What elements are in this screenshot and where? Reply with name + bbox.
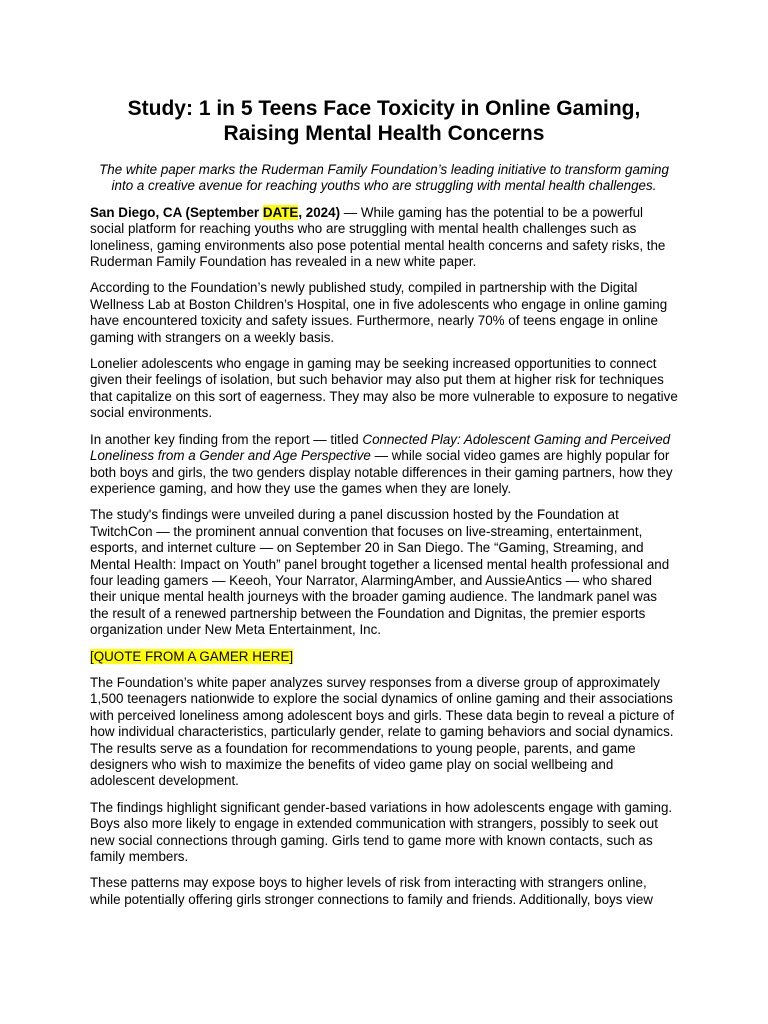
page-title (90, 96, 678, 146)
document-page (90, 96, 678, 918)
date-placeholder: DATE (262, 204, 299, 220)
dateline-body: — While gaming has the potential to be a powerful social platform for reaching youths who are struggling with mental health challenges such as loneliness, gaming environments also pose potential mental health concerns and safety risks, the Ruderman Family Foundation has revealed in a new white paper. (90, 204, 666, 270)
paragraph-6: The Foundation’s white paper analyzes survey responses from a diverse group of approximately 1,500 teenagers nationwide to explore the social dynamics of online gaming and their associations with perceived loneliness among adolescent boys and girls. These data begin to reveal a picture of how individual characteristics, particularly gender, relate to gaming behaviors and social dynamics. The results serve as a foundation for recommendations to young people, parents, and game designers who wish to maximize the benefits of video game play on social wellbeing and adolescent development. (90, 674, 675, 789)
paragraph-4-before: In another key finding from the report — titled (90, 431, 363, 447)
paragraph-4 (90, 432, 678, 498)
subtitle: The white paper marks the Ruderman Family Foundation’s leading initiative to transform gaming into a creative avenue for reaching youths who are struggling with mental health challenges. (99, 162, 669, 194)
title-line-1: Study: 1 in 5 Teens Face Toxicity in Online Gaming, (127, 97, 641, 120)
paragraph-8: These patterns may expose boys to higher levels of risk from interacting with strangers online, while potentially offering girls stronger connections to family and friends. Additionally, boys view (90, 875, 653, 907)
report-title: Connected Play: Adolescent Gaming and Perceived Loneliness from a Gender and Age Perspective (90, 431, 671, 464)
paragraph-4-after: — while social video games are highly popular for both boys and girls, the two genders display notable differences in their gaming partners, how they experience gaming, and how they use the games when they are lonely. (90, 448, 673, 496)
title-line-2: Raising Mental Health Concerns (223, 122, 545, 145)
paragraph-3: Lonelier adolescents who engage in gaming may be seeking increased opportunities to connect given their feelings of isolation, but such behavior may also put them at higher risk for techniques that capitalize on this sort of eagerness. They may also be more vulnerable to exposure to negative social environments. (90, 356, 678, 421)
quote-paragraph (90, 649, 678, 665)
paragraph-7: The findings highlight significant gender-based variations in how adolescents engage with gaming. Boys also more likely to engage in extended communication with strangers, possibly to seek out new social connections through gaming. Girls tend to game more with known contacts, such as family members. (90, 799, 673, 865)
dateline (90, 205, 340, 220)
paragraph-2: According to the Foundation’s newly published study, compiled in partnership with the Digital Wellness Lab at Boston Children’s Hospital, one in five adolescents who engage in online gaming have encountered toxicity and safety issues. Furthermore, nearly 70% of teens engage in online gaming with strangers on a weekly basis. (90, 280, 668, 345)
quote-placeholder: [QUOTE FROM A GAMER HERE] (90, 648, 294, 664)
dateline-suffix: , 2024) (298, 204, 341, 220)
dateline-prefix: San Diego, CA (September (90, 204, 263, 220)
paragraph-5: The study's findings were unveiled during a panel discussion hosted by the Foundation at TwitchCon — the prominent annual convention that focuses on live-streaming, entertainment, esports, and internet culture — on September 20 in San Diego. The “Gaming, Streaming, and Mental Health: Impact on Youth” panel brought together a licensed mental health professional and four leading gamers — Keeoh, Your Narrator, AlarmingAmber, and AussieAntics — who shared their unique mental health journeys with the broader gaming audience. The landmark panel was the result of a renewed partnership between the Foundation and Dignitas, the premier esports organization under New Meta Entertainment, Inc. (90, 507, 670, 638)
dateline-paragraph (90, 205, 678, 271)
